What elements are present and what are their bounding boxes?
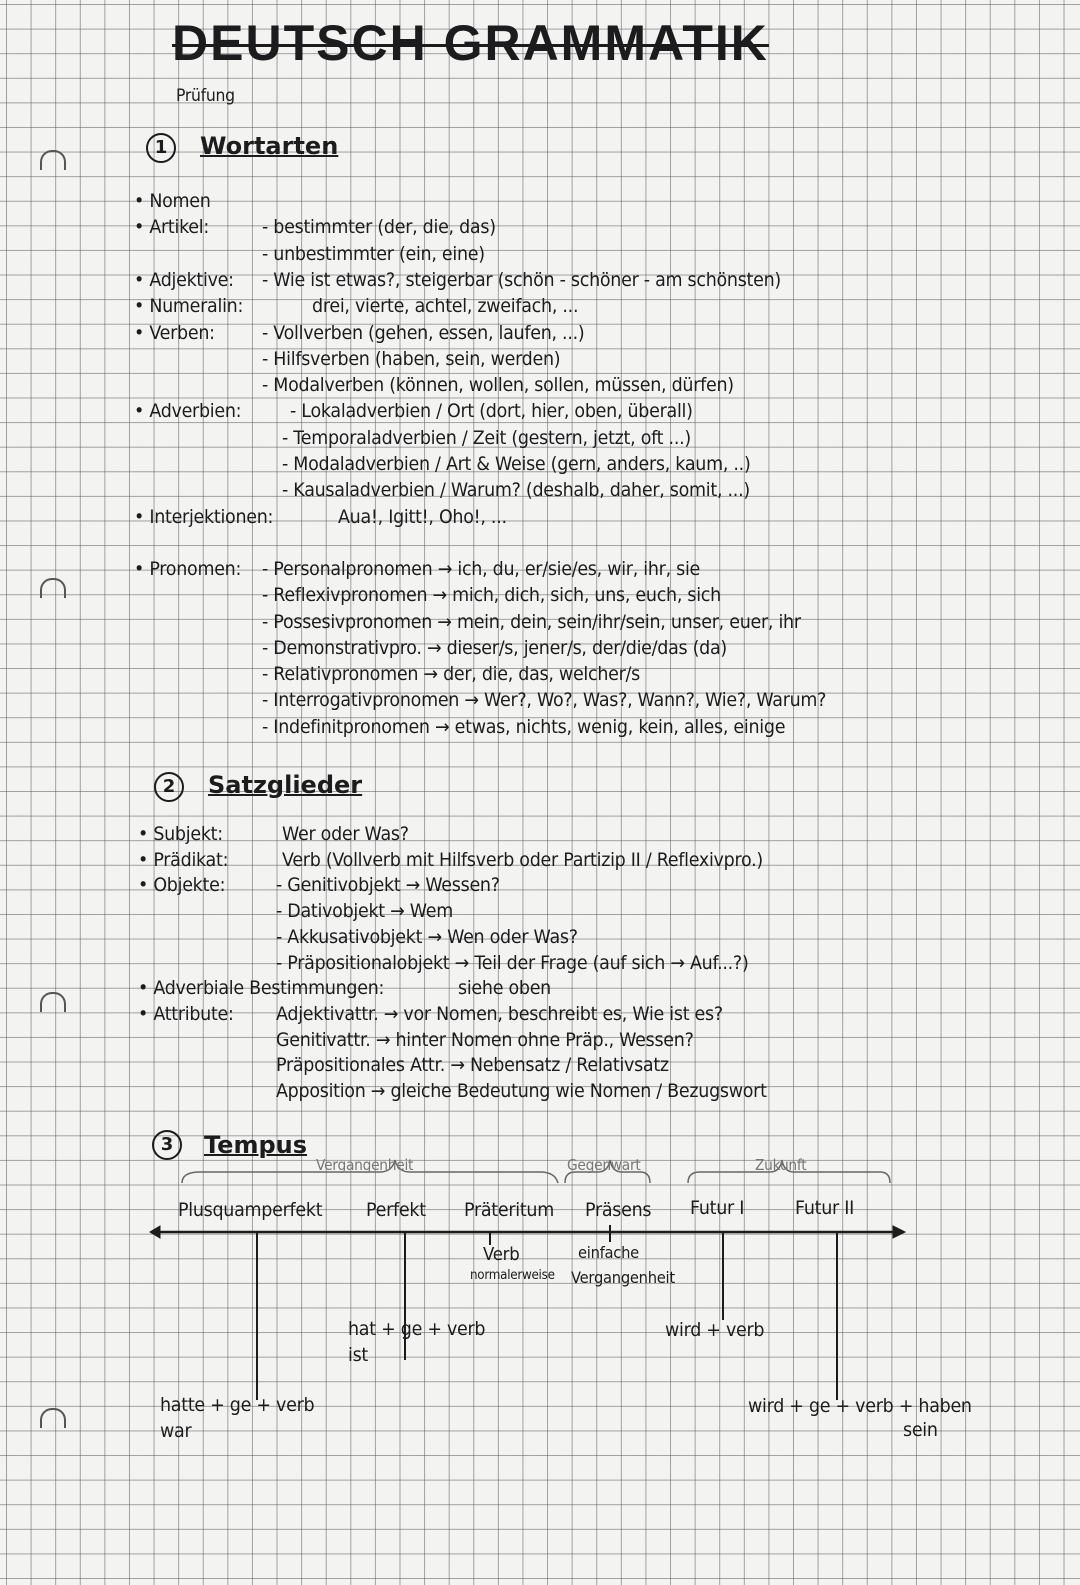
term-detail: - Reflexivpronomen → mich, dich, sich, uns, euch, sich — [262, 584, 721, 607]
term-label: • Nomen — [134, 190, 211, 212]
term-detail: - Wie ist etwas?, steigerbar (schön - schöner - am schönsten) — [262, 268, 781, 291]
term-detail: - Modalverben (können, wollen, sollen, müssen, dürfen) — [262, 374, 734, 397]
term-label: • Adverbiale Bestimmungen: — [138, 977, 385, 1000]
term-detail: - Dativobjekt → Wem — [276, 900, 454, 923]
term-detail: Genitivattr. → hinter Nomen ohne Präp., Wessen? — [276, 1028, 694, 1051]
note: wird + ge + verb + haben — [748, 1395, 972, 1417]
term-label: • Objekte: — [138, 874, 226, 897]
term-detail: - Modaladverbien / Art & Weise (gern, anders, kaum, ..) — [282, 453, 751, 475]
term-detail: - unbestimmter (ein, eine) — [262, 242, 485, 265]
note: war — [160, 1420, 192, 1442]
note: Vergangenheit — [571, 1268, 675, 1287]
term-detail: - Vollverben (gehen, essen, laufen, ...) — [262, 321, 585, 344]
term-label: • Numeralin: — [134, 295, 244, 318]
term-detail: - Possesivpronomen → mein, dein, sein/ihr/sein, unser, euer, ihr — [262, 610, 801, 633]
group-label: Vergangenheit — [316, 1156, 414, 1174]
section-heading-tempus: Tempus — [204, 1131, 308, 1159]
subtitle: Prüfung — [176, 86, 235, 106]
section-heading-satzglieder: Satzglieder — [208, 771, 363, 799]
section-number: 3 — [152, 1130, 182, 1160]
note: Verb — [483, 1244, 520, 1265]
term-detail: - Demonstrativpro. → dieser/s, jener/s, der/die/das (da) — [262, 636, 727, 659]
note: sein — [903, 1419, 938, 1441]
tense-label: Präsens — [585, 1199, 652, 1221]
term-detail: - bestimmter (der, die, das) — [262, 216, 496, 239]
arrow-right-icon — [893, 1226, 905, 1238]
term-detail: Adjektivattr. → vor Nomen, beschreibt es, Wie ist es? — [276, 1002, 723, 1025]
term-detail: - Temporaladverbien / Zeit (gestern, jetzt, oft ...) — [282, 426, 691, 449]
tense-label: Plusquamperfekt — [178, 1199, 323, 1221]
term-detail: - Indefinitpronomen → etwas, nichts, wenig, kein, alles, einige — [262, 715, 786, 738]
term-detail: Apposition → gleiche Bedeutung wie Nomen / Bezugswort — [276, 1080, 767, 1102]
note: hatte + ge + verb — [160, 1394, 315, 1416]
tense-label: Präteritum — [464, 1199, 554, 1221]
tense-label: Futur I — [690, 1197, 745, 1219]
group-label: Zukunft — [755, 1156, 807, 1174]
page-title: DEUTSCH GRAMMATIK — [172, 15, 769, 71]
term-label: • Adverbien: — [134, 400, 242, 423]
section-heading-wortarten: Wortarten — [200, 132, 339, 160]
term-detail: - Lokaladverbien / Ort (dort, hier, oben, überall) — [290, 400, 693, 423]
note: einfache — [578, 1243, 639, 1262]
term-detail: - Kausaladverbien / Warum? (deshalb, daher, somit, ...) — [282, 479, 750, 502]
term-detail: Wer oder Was? — [282, 823, 409, 845]
term-detail: - Akkusativobjekt → Wen oder Was? — [276, 925, 578, 948]
section-number: 2 — [154, 772, 184, 802]
term-label: • Subjekt: — [138, 823, 223, 845]
tense-label: Futur II — [795, 1197, 854, 1219]
term-detail: - Genitivobjekt → Wessen? — [276, 874, 500, 897]
term-detail: - Interrogativpronomen → Wer?, Wo?, Was?, Wann?, Wie?, Warum? — [262, 689, 827, 712]
term-label: • Adjektive: — [134, 268, 234, 291]
term-detail: - Personalpronomen → ich, du, er/sie/es, wir, ihr, sie — [262, 557, 701, 580]
term-detail: - Präpositionalobjekt → Teil der Frage (auf sich → Auf...?) — [276, 951, 749, 974]
term-label: • Attribute: — [138, 1002, 234, 1025]
note: normalerweise — [470, 1268, 555, 1283]
term-label: • Interjektionen: — [134, 505, 274, 528]
tense-label: Perfekt — [366, 1199, 426, 1221]
term-detail: - Hilfsverben (haben, sein, werden) — [262, 347, 561, 370]
term-detail: - Relativpronomen → der, die, das, welcher/s — [262, 663, 640, 686]
section-number: 1 — [146, 133, 176, 163]
term-label: • Prädikat: — [138, 848, 229, 871]
term-detail: Aua!, Igitt!, Oho!, ... — [338, 505, 507, 528]
term-detail: drei, vierte, achtel, zweifach, ... — [312, 295, 579, 318]
arrow-left-icon — [150, 1226, 160, 1238]
group-label: Gegenwart — [567, 1156, 641, 1174]
note: ist — [348, 1344, 368, 1366]
term-label: • Verben: — [134, 321, 215, 344]
note: wird + verb — [665, 1319, 765, 1341]
term-detail: siehe oben — [458, 977, 551, 1000]
term-detail: Verb (Vollverb mit Hilfsverb oder Partizip II / Reflexivpro.) — [282, 848, 763, 871]
note: hat + ge + verb — [348, 1318, 486, 1340]
term-detail: Präpositionales Attr. → Nebensatz / Relativsatz — [276, 1054, 669, 1077]
term-label: • Pronomen: — [134, 557, 242, 580]
term-label: • Artikel: — [134, 216, 209, 239]
